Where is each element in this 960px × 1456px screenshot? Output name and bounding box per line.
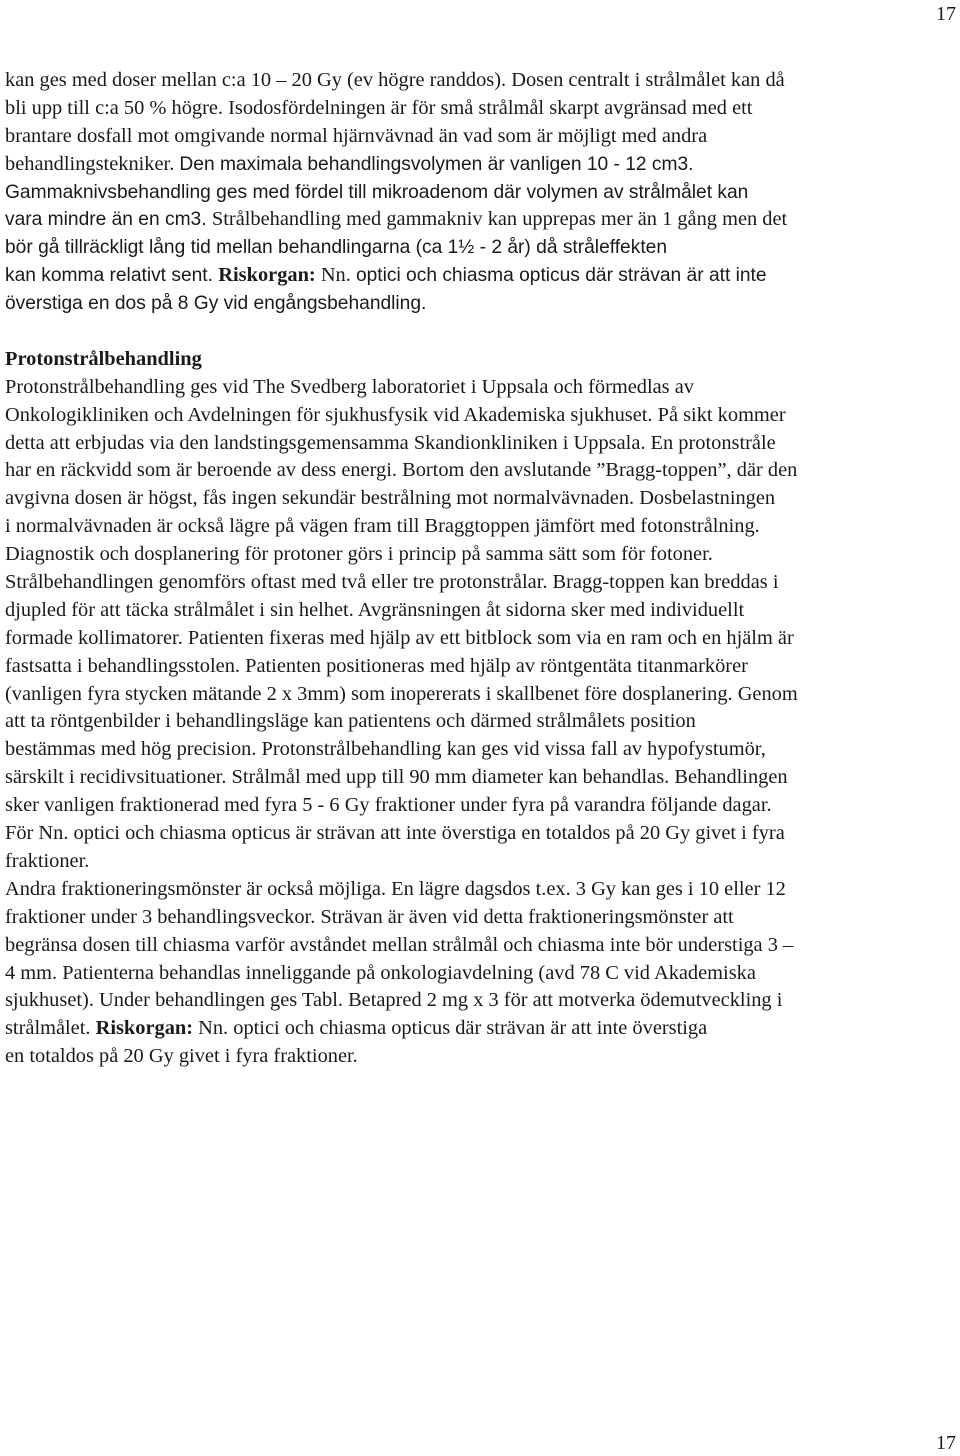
- text-line: [5, 206, 955, 234]
- text-line: har en räckvidd som är beroende av dess energi. Bortom den avslutande ”Bragg-toppen”, där den: [5, 459, 798, 482]
- text-run: Nn.: [315, 264, 356, 287]
- section-title: Protonstrålbehandling: [5, 347, 202, 370]
- text-line: [5, 1015, 955, 1043]
- page-number-top: 17: [936, 3, 956, 25]
- text-line: Protonstrålbehandling ges vid The Svedberg laboratoriet i Uppsala och förmedlas av: [5, 375, 694, 398]
- text-run: kan komma relativt sent.: [5, 265, 219, 287]
- text-line: Strålbehandlingen genomförs oftast med två eller tre protonstrålar. Bragg-toppen kan breddas i: [5, 571, 779, 594]
- text-line: fraktioner.: [5, 849, 90, 872]
- text-line: [5, 151, 955, 179]
- text-line: fraktioner under 3 behandlingsveckor. Strävan är även vid detta fraktioneringsmönster att: [5, 905, 734, 928]
- text-line: (vanligen fyra stycken mätande 2 x 3mm) som inopererats i skallbenet före dosplanering. Genom: [5, 682, 798, 705]
- text-line: Onkologikliniken och Avdelningen för sjukhusfysik vid Akademiska sjukhuset. På sikt kommer: [5, 403, 786, 426]
- text-line: Diagnostik och dosplanering för protoner görs i princip på samma sätt som för fotoner.: [5, 543, 713, 566]
- text-line: begränsa dosen till chiasma varför avståndet mellan strålmål och chiasma inte bör understiga 3 –: [5, 933, 794, 956]
- text-line: detta att erbjudas via den landstingsgemensamma Skandionkliniken i Uppsala. En protonstråle: [5, 431, 776, 454]
- text-run: bli upp till c:a 50 % högre.: [5, 96, 229, 119]
- text-run: kan ges med doser mellan c:a 10 – 20 Gy (ev högre randdos). Dosen centralt i strålmålet kan då: [5, 69, 785, 91]
- text-run: Den maximala behandlingsvolymen är vanligen 10 - 12 cm3.: [179, 153, 694, 175]
- text-run: överstiga en dos på 8 Gy vid engångsbehandling.: [5, 293, 427, 315]
- text-line: För Nn. optici och chiasma opticus är strävan att inte överstiga en totaldos på 20 Gy givet i fyra: [5, 822, 785, 845]
- text-run: vara mindre än en cm3.: [5, 209, 212, 231]
- document-body: [5, 67, 955, 1071]
- text-line: en totaldos på 20 Gy givet i fyra fraktioner.: [5, 1045, 358, 1068]
- text-line: djupled för att täcka strålmålet i sin helhet. Avgränsningen åt sidorna sker med individuellt: [5, 598, 745, 621]
- text-line: i normalvävnaden är också lägre på vägen fram till Braggtoppen jämfört med fotonstrålning.: [5, 515, 760, 538]
- text-line: [5, 262, 955, 290]
- text-line: [5, 179, 955, 207]
- text-run: Strålbehandling med gammakniv kan upprepas mer än 1 gång men det: [211, 208, 788, 231]
- text-run: strålmålet.: [5, 1017, 96, 1040]
- text-line: [5, 123, 955, 151]
- text-line: bestämmas med hög precision. Protonstrålbehandling kan ges vid vissa fall av hypofystumör,: [5, 738, 766, 761]
- text-line: formade kollimatorer. Patienten fixeras med hjälp av ett bitblock som via en ram och en hjälm är: [5, 626, 794, 649]
- text-run: behandlingstekniker.: [5, 152, 180, 175]
- riskorgan-label: Riskorgan:: [95, 1017, 194, 1040]
- text-run: Isodosfördelningen är för små strålmål skarpt avgränsad med ett: [228, 96, 753, 119]
- text-line: att ta röntgenbilder i behandlingsläge kan patientens och därmed strålmålets position: [5, 710, 696, 733]
- text-line: särskilt i recidivsituationer. Strålmål med upp till 90 mm diameter kan behandlas. Behandlingen: [5, 766, 788, 789]
- text-line: [5, 95, 955, 123]
- page-number-bottom: 17: [936, 1432, 956, 1454]
- text-run: optici och chiasma opticus där strävan är att inte: [355, 265, 767, 287]
- text-line: Andra fraktioneringsmönster är också möjliga. En lägre dagsdos t.ex. 3 Gy kan ges i 10 eller 12: [5, 877, 786, 900]
- text-line: [5, 290, 955, 318]
- text-line: 4 mm. Patienterna behandlas inneliggande på onkologiavdelning (avd 78 C vid Akademiska: [5, 961, 756, 984]
- text-run: Nn. optici och chiasma opticus där strävan är att inte överstiga: [193, 1017, 708, 1040]
- text-run: brantare dosfall mot omgivande normal hjärnvävnad än vad som är möjligt med andra: [5, 124, 708, 147]
- text-run: bör gå tillräckligt lång tid mellan behandlingarna (ca 1½ - 2 år) då stråleffekten: [5, 237, 667, 259]
- text-line: sker vanligen fraktionerad med fyra 5 - 6 Gy fraktioner under fyra på varandra följande dagar.: [5, 794, 772, 817]
- section-heading: [5, 346, 955, 374]
- paragraph-gap: [5, 318, 955, 346]
- text-line: [5, 67, 955, 95]
- text-line: fastsatta i behandlingsstolen. Patienten positioneras med hjälp av röntgentäta titanmarkörer: [5, 654, 748, 677]
- text-line: avgivna dosen är högst, fås ingen sekundär bestrålning mot normalvävnaden. Dosbelastningen: [5, 487, 776, 510]
- text-line: sjukhuset). Under behandlingen ges Tabl. Betapred 2 mg x 3 för att motverka ödemutveckling i: [5, 989, 783, 1012]
- riskorgan-label: Riskorgan:: [218, 264, 316, 287]
- text-line: [5, 234, 955, 262]
- text-run: Gammaknivsbehandling ges med fördel till mikroadenom där volymen av strålmålet kan: [5, 181, 749, 203]
